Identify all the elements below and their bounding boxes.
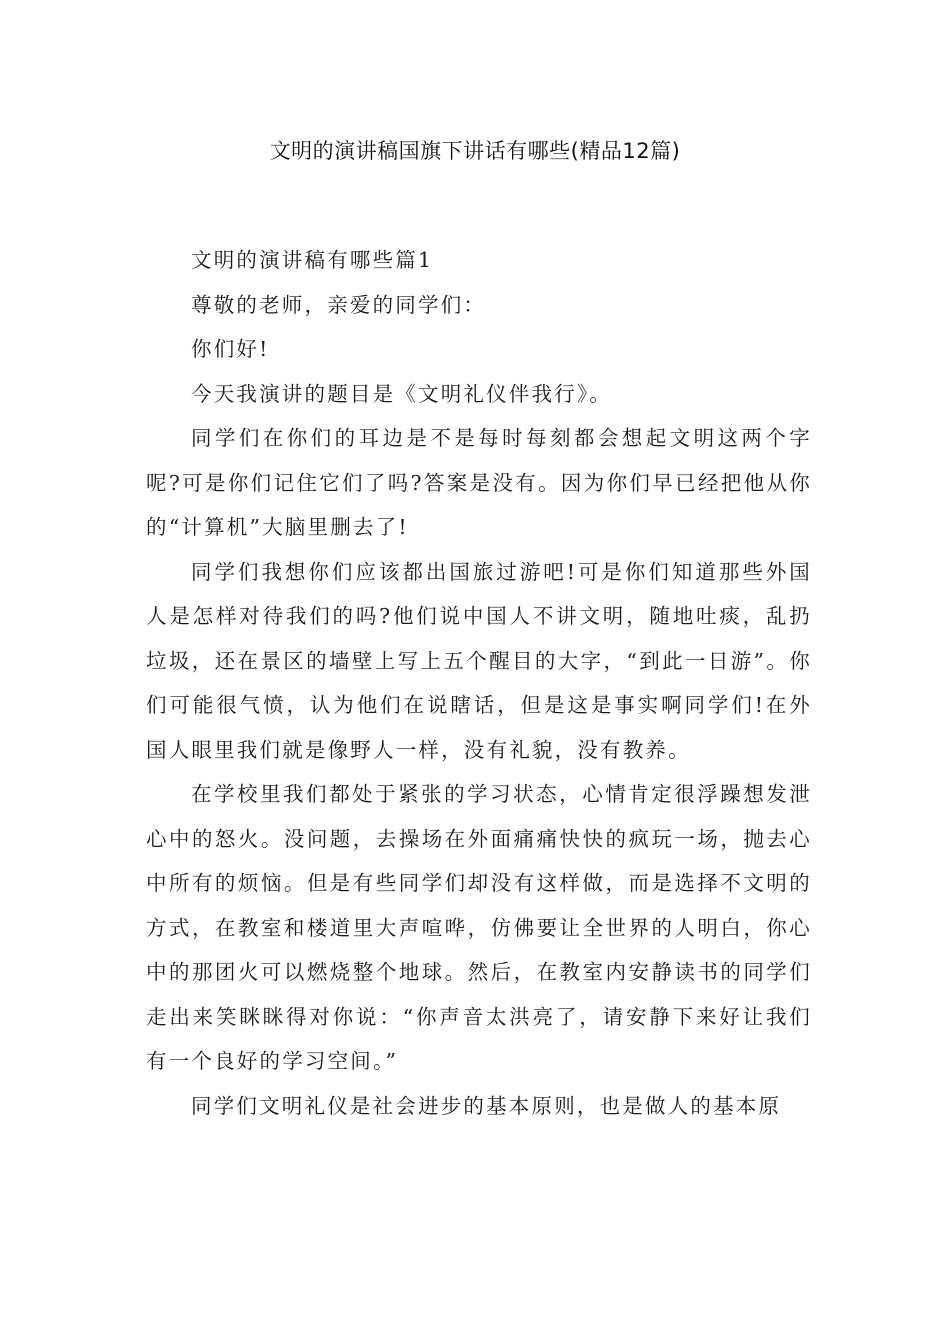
body-paragraph: 同学们文明礼仪是社会进步的基本原则，也是做人的基本原 (191, 1093, 782, 1118)
speech-topic: 今天我演讲的题目是《文明礼仪伴我行》。 (191, 381, 613, 406)
body-paragraph: 在学校里我们都处于紧张的学习状态，心情肯定很浮躁想发泄心中的怒火。没问题，去操场在外面痛痛快快的疯玩一场，抛去心中所有的烦恼。但是有些同学们却没有这样做，而是选择不文明的方式，在教室和楼道里大声喧哗，仿佛要让全世界的人明白，你心中的那团火可以燃烧整个地球。然后，在教室内安静读书的同学们走出来笑眯眯得对你说：“你声音太洪亮了，请安静下来好让我们有一个良好的学习空间。” (146, 782, 812, 1073)
body-paragraph: 同学们在你们的耳边是不是每时每刻都会想起文明这两个字呢?可是你们记住它们了吗?答案是没有。因为你们早已经把他从你的“计算机”大脑里删去了! (146, 426, 812, 539)
body-paragraph: 同学们我想你们应该都出国旅过游吧!可是你们知道那些外国人是怎样对待我们的吗?他们说中国人不讲文明，随地吐痰，乱扔垃圾，还在景区的墙壁上写上五个醒目的大字，“到此一日游”。你们可能很气愤，认为他们在说瞎话，但是这是事实啊同学们!在外国人眼里我们就是像野人一样，没有礼貌，没有教养。 (146, 559, 812, 762)
salutation: 尊敬的老师，亲爱的同学们： (191, 292, 487, 317)
section-heading: 文明的演讲稿有哪些篇1 (191, 248, 434, 272)
document-body (146, 238, 812, 1128)
document-title: 文明的演讲稿国旗下讲话有哪些(精品12篇) (269, 139, 681, 163)
greeting: 你们好! (191, 337, 270, 361)
